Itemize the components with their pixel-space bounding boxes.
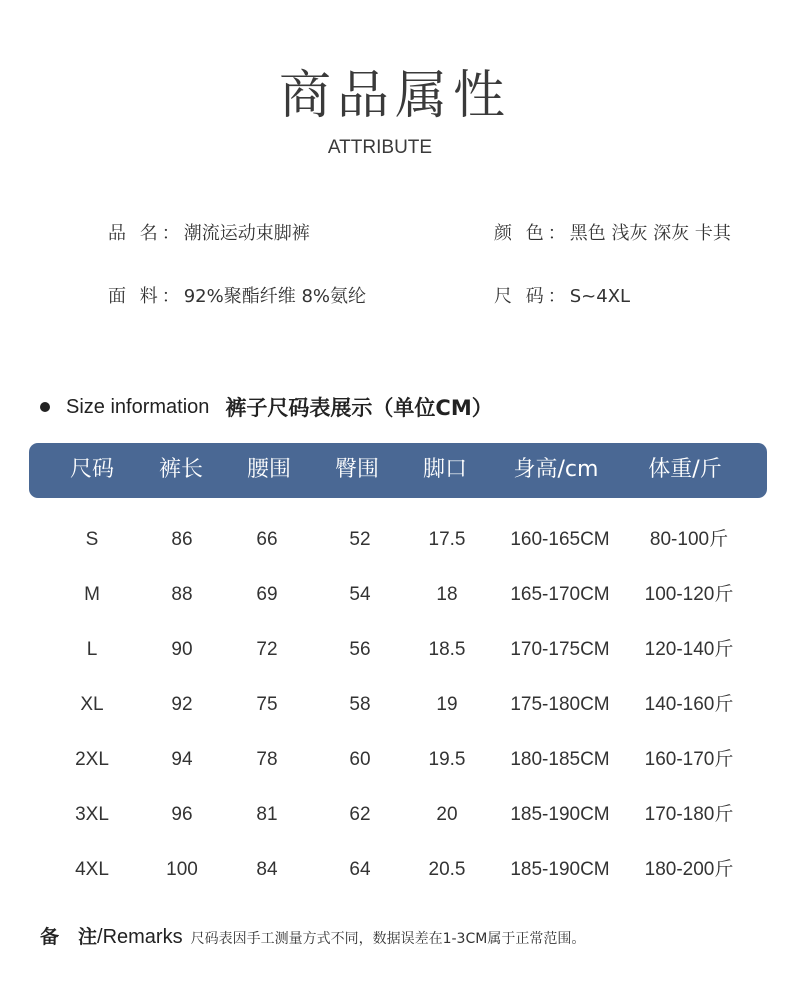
table-cell: 81 bbox=[256, 804, 278, 825]
table-cell: 84 bbox=[256, 859, 278, 880]
table-cell: 72 bbox=[256, 639, 278, 660]
column-header: 腰围 bbox=[246, 457, 292, 482]
table-cell: 140-160斤 bbox=[644, 694, 734, 715]
attribute-size bbox=[494, 285, 630, 309]
table-row bbox=[0, 745, 790, 775]
size-table-header bbox=[29, 443, 767, 498]
attribute-value: 黑色 浅灰 深灰 卡其 bbox=[569, 223, 731, 244]
table-cell: 175-180CM bbox=[510, 694, 610, 715]
table-cell: 20.5 bbox=[428, 859, 466, 880]
table-cell: 20 bbox=[436, 804, 458, 825]
table-cell: 88 bbox=[171, 584, 193, 605]
attribute-value: S~4XL bbox=[569, 286, 631, 307]
table-cell: 100 bbox=[166, 859, 198, 880]
table-cell: 56 bbox=[349, 639, 371, 660]
attribute-key: 面 料： bbox=[108, 286, 184, 307]
size-section-heading bbox=[40, 392, 493, 422]
attribute-value: 92%聚酯纤维 8%氨纶 bbox=[183, 286, 367, 307]
table-row bbox=[0, 800, 790, 830]
remarks-label-en: /Remarks bbox=[97, 926, 183, 948]
table-cell: 180-185CM bbox=[510, 749, 610, 770]
table-cell: S bbox=[85, 529, 99, 550]
attribute-key: 颜 色： bbox=[494, 223, 570, 244]
table-row bbox=[0, 690, 790, 720]
table-cell: 18.5 bbox=[428, 639, 466, 660]
table-cell: 19 bbox=[436, 694, 458, 715]
table-row bbox=[0, 580, 790, 610]
table-cell: 86 bbox=[171, 529, 193, 550]
table-cell: L bbox=[86, 639, 98, 660]
attribute-value: 潮流运动束脚裤 bbox=[183, 223, 310, 244]
table-cell: 170-180斤 bbox=[644, 804, 734, 825]
table-cell: 17.5 bbox=[428, 529, 466, 550]
column-header: 脚口 bbox=[422, 457, 468, 482]
table-cell: 66 bbox=[256, 529, 278, 550]
table-cell: 62 bbox=[349, 804, 371, 825]
table-cell: 4XL bbox=[75, 859, 109, 880]
table-cell: 92 bbox=[171, 694, 193, 715]
table-cell: 90 bbox=[171, 639, 193, 660]
attribute-key: 品 名： bbox=[108, 223, 184, 244]
table-cell: 60 bbox=[349, 749, 371, 770]
table-cell: M bbox=[84, 584, 100, 605]
table-cell: 69 bbox=[256, 584, 278, 605]
column-header: 裤长 bbox=[158, 457, 204, 482]
table-row bbox=[0, 525, 790, 555]
table-cell: 94 bbox=[171, 749, 193, 770]
table-cell: 185-190CM bbox=[510, 804, 610, 825]
table-cell: XL bbox=[80, 694, 104, 715]
size-section-label-cn: 裤子尺码表展示（单位CM） bbox=[225, 396, 493, 420]
table-cell: 54 bbox=[349, 584, 371, 605]
table-row bbox=[0, 855, 790, 885]
column-header: 身高/cm bbox=[513, 457, 599, 482]
table-cell: 64 bbox=[349, 859, 371, 880]
table-cell: 58 bbox=[349, 694, 371, 715]
table-cell: 96 bbox=[171, 804, 193, 825]
table-cell: 180-200斤 bbox=[644, 859, 734, 880]
bullet-dot-icon bbox=[40, 402, 50, 412]
size-section-label-en: Size information bbox=[66, 395, 210, 418]
table-cell: 165-170CM bbox=[510, 584, 610, 605]
table-cell: 160-165CM bbox=[510, 529, 610, 550]
remarks-label: 备 注 bbox=[40, 926, 98, 948]
column-header: 臀围 bbox=[334, 457, 380, 482]
remarks-text: 尺码表因手工测量方式不同，数据误差在1-3CM属于正常范围。 bbox=[190, 931, 586, 947]
table-cell: 19.5 bbox=[428, 749, 466, 770]
table-cell: 52 bbox=[349, 529, 371, 550]
page-title: 商品属性 bbox=[278, 66, 511, 126]
table-cell: 80-100斤 bbox=[649, 529, 729, 550]
table-cell: 120-140斤 bbox=[644, 639, 734, 660]
attribute-name bbox=[108, 222, 310, 246]
table-cell: 170-175CM bbox=[510, 639, 610, 660]
table-cell: 2XL bbox=[75, 749, 109, 770]
table-cell: 75 bbox=[256, 694, 278, 715]
column-header: 体重/斤 bbox=[648, 457, 722, 482]
table-cell: 100-120斤 bbox=[644, 584, 734, 605]
table-cell: 185-190CM bbox=[510, 859, 610, 880]
table-cell: 160-170斤 bbox=[644, 749, 734, 770]
attribute-key: 尺 码： bbox=[494, 286, 570, 307]
table-cell: 78 bbox=[256, 749, 278, 770]
column-header: 尺码 bbox=[69, 457, 115, 482]
table-cell: 3XL bbox=[75, 804, 109, 825]
table-cell: 18 bbox=[436, 584, 458, 605]
table-row bbox=[0, 635, 790, 665]
attribute-fabric bbox=[108, 285, 366, 309]
page-subtitle: ATTRIBUTE bbox=[327, 137, 433, 158]
remarks-note bbox=[40, 922, 585, 949]
attribute-color bbox=[494, 222, 731, 246]
